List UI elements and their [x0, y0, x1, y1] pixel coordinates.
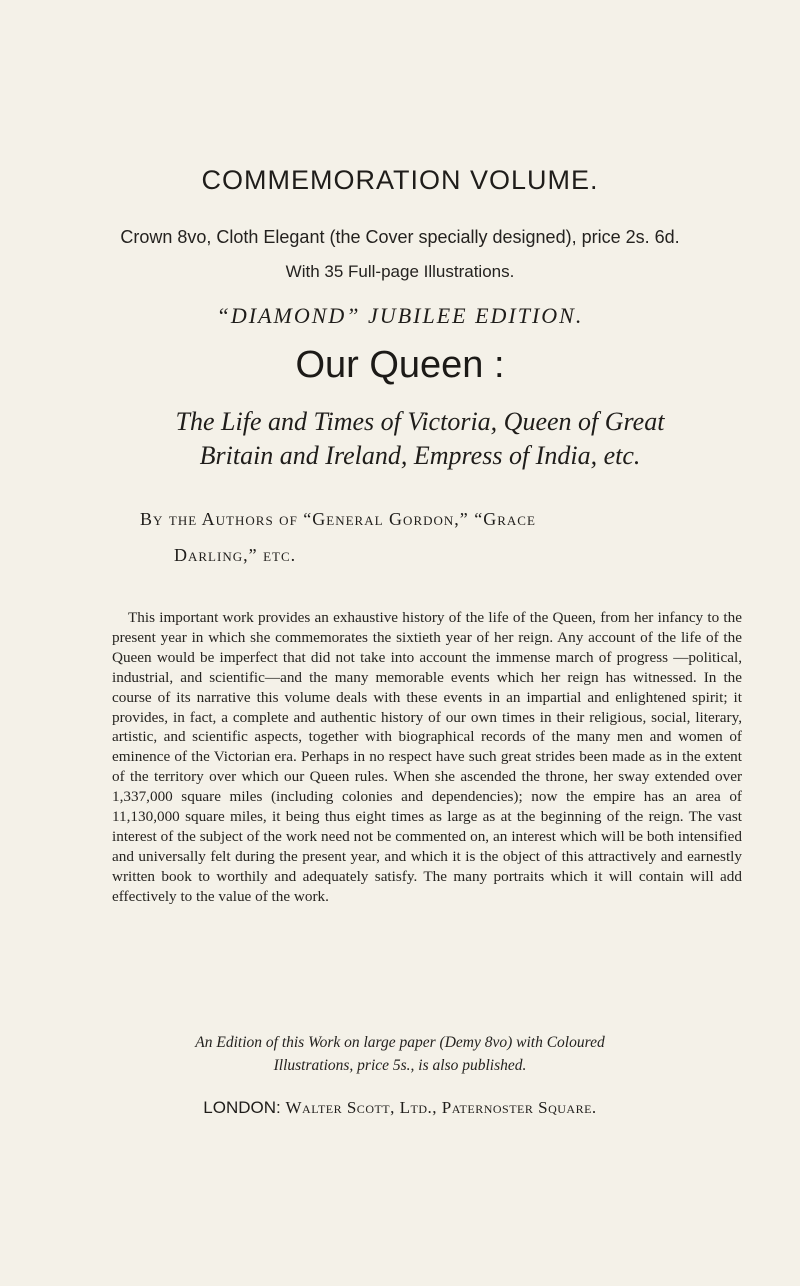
- other-edition-line-1: An Edition of this Work on large paper (Demy 8vo) with Coloured: [195, 1034, 605, 1051]
- subtitle-line-1: The Life and Times of Victoria, Queen of Great: [175, 407, 665, 436]
- authors-line-2: Darling,” etc.: [174, 545, 297, 565]
- other-edition-note: [0, 1031, 800, 1077]
- publisher-imprint: [0, 1098, 800, 1118]
- book-title: Our Queen :: [295, 344, 505, 386]
- authors-credit: [140, 501, 720, 573]
- publisher-name-address: Walter Scott, Ltd., Paternoster Square.: [285, 1098, 597, 1117]
- illustrations-line: With 35 Full-page Illustrations.: [285, 262, 515, 281]
- edition-name: “DIAMOND” JUBILEE EDITION.: [216, 303, 584, 328]
- page-heading: COMMEMORATION VOLUME.: [201, 165, 599, 195]
- description-paragraph: This important work provides an exhaustive history of the life of the Queen, from her infancy to the present year in which she commemorates the sixtieth year of her reign. Any account of the life of the Queen would be imperfect that did not take into account the immense march of progress —political, industrial, and scientific—and the many memorable events which her reign has witnessed. In the course of its narrative this volume deals with these events in an impartial and enlightened spirit; it provides, in fact, a complete and authentic history of our own times in their religious, social, literary, artistic, and scientific aspects, together with biographical records of the many men and women of eminence of the Victorian era. Perhaps in no respect have such great strides been made as in the extent of the territory over which our Queen rules. When she ascended the throne, her sway extended over 1,337,000 square miles (including colonies and dependencies); now the empire has an area of 11,130,000 square miles, it being thus eight times as large as at the beginning of the reign. The vast interest of the subject of the work need not be commented on, an interest which will be both intensified and universally felt during the present year, and which it is the object of this attractively and earnestly written book to worthily and adequately satisfy. The many portraits which it will contain will add effectively to the value of the work.: [112, 609, 742, 905]
- publisher-city: LONDON:: [203, 1098, 281, 1117]
- authors-line-1: By the Authors of “General Gordon,” “Grace: [140, 509, 536, 529]
- other-edition-line-2: Illustrations, price 5s., is also published.: [273, 1057, 527, 1074]
- book-subtitle: [120, 405, 720, 473]
- format-price-line: Crown 8vo, Cloth Elegant (the Cover specially designed), price 2s. 6d.: [120, 227, 680, 247]
- subtitle-line-2: Britain and Ireland, Empress of India, etc.: [199, 441, 641, 470]
